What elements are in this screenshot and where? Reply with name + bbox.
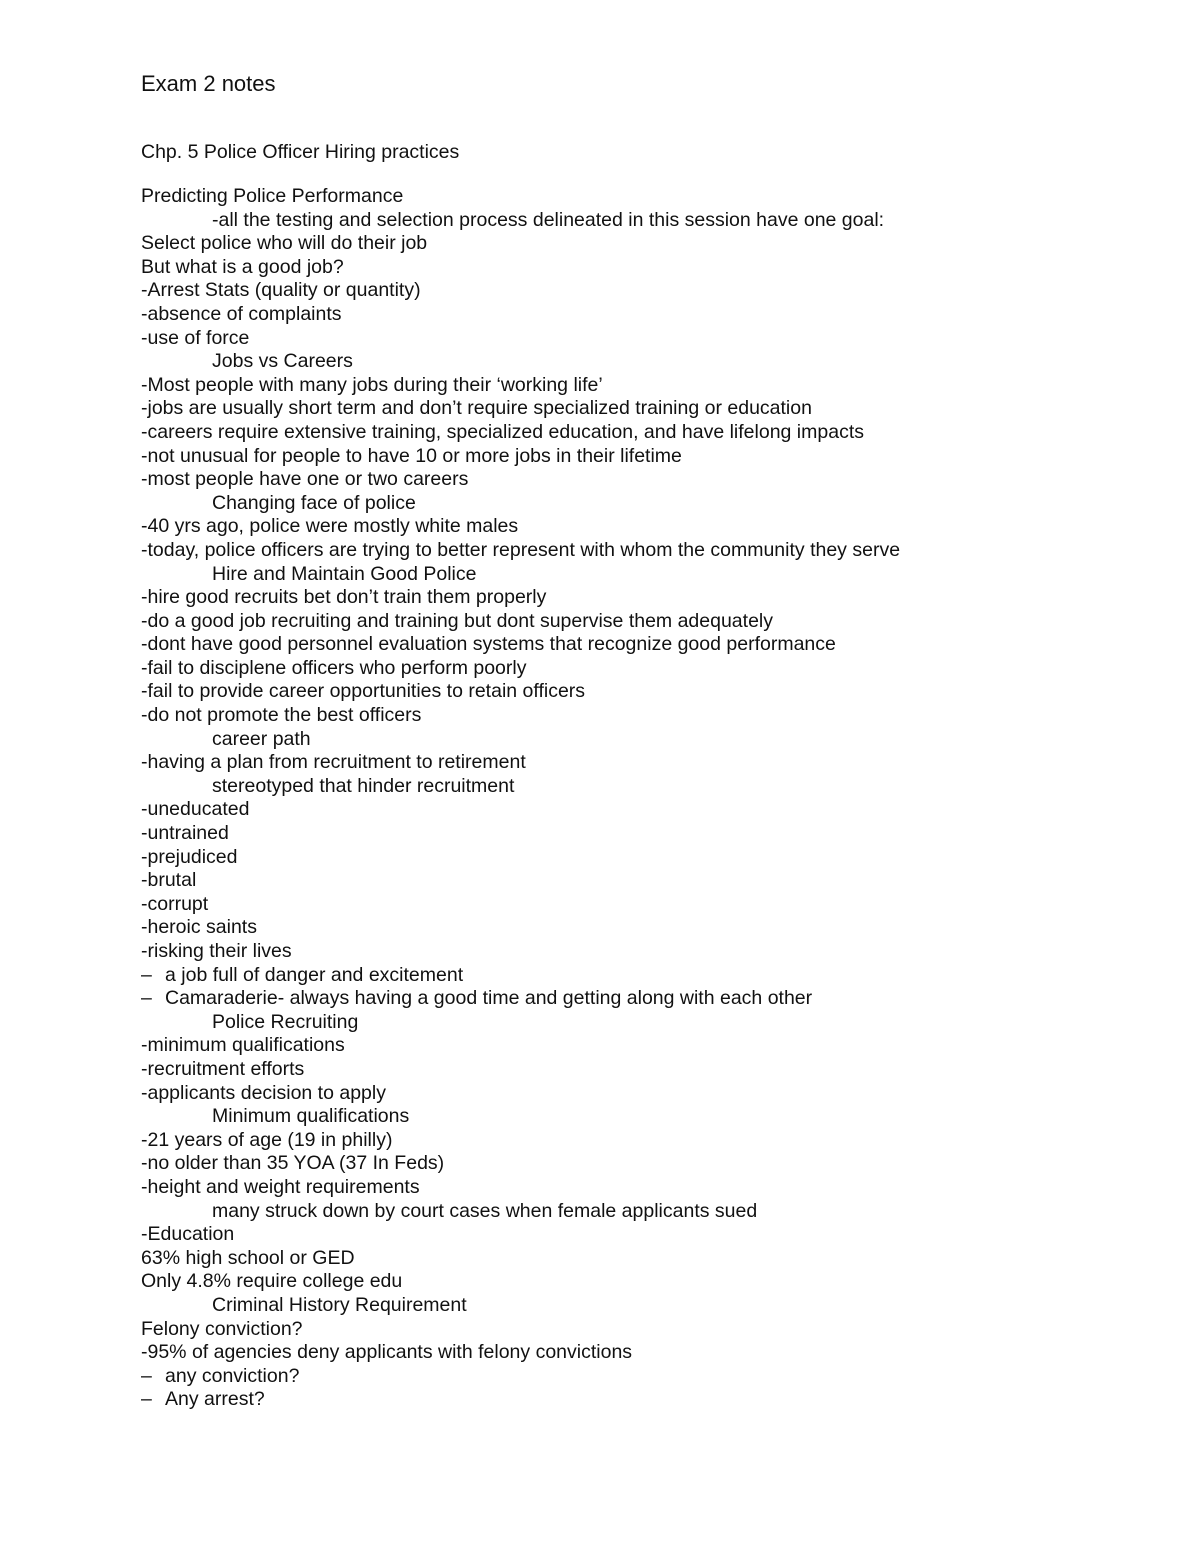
section-subheading: Jobs vs Careers <box>212 350 353 373</box>
note-line: -fail to disciplene officers who perform poorly <box>141 656 527 679</box>
note-line: -untrained <box>141 822 229 845</box>
note-line: -Education <box>141 1223 235 1246</box>
document-title: Exam 2 notes <box>141 71 276 96</box>
note-line: -brutal <box>141 869 197 892</box>
bullet-item: – Any arrest? <box>141 1388 1181 1412</box>
note-line: -uneducated <box>141 798 250 821</box>
note-line: Predicting Police Performance <box>141 185 404 207</box>
note-line: -jobs are usually short term and don’t require specialized training or education <box>141 397 812 420</box>
section-subheading: many struck down by court cases when female applicants sued <box>212 1199 758 1222</box>
note-line: -not unusual for people to have 10 or more jobs in their lifetime <box>141 444 682 467</box>
note-line: -21 years of age (19 in philly) <box>141 1128 393 1151</box>
note-line: -hire good recruits bet don’t train them properly <box>141 586 547 609</box>
bullet-item: – any conviction? <box>141 1365 1181 1389</box>
section-subheading: stereotyped that hinder recruitment <box>212 774 515 797</box>
bullet-item: – Camaraderie- always having a good time and getting along with each other <box>141 987 1181 1011</box>
note-line: -fail to provide career opportunities to retain officers <box>141 680 586 703</box>
note-line: -having a plan from recruitment to retirement <box>141 751 526 774</box>
section-subheading: career path <box>212 727 311 750</box>
note-line: -risking their lives <box>141 940 292 962</box>
note-line: 63% high school or GED <box>141 1246 355 1269</box>
note-line: -recruitment efforts <box>141 1057 305 1080</box>
note-line: -height and weight requirements <box>141 1175 420 1198</box>
note-line: -no older than 35 YOA (37 In Feds) <box>141 1152 445 1175</box>
notes-body <box>141 185 1181 1412</box>
section-subheading: Police Recruiting <box>212 1010 359 1033</box>
note-line: But what is a good job? <box>141 255 344 278</box>
note-line: -applicants decision to apply <box>141 1081 386 1104</box>
note-line: -Arrest Stats (quality or quantity) <box>141 279 421 302</box>
note-line: -do a good job recruiting and training but dont supervise them adequately <box>141 609 773 632</box>
note-line: -Most people with many jobs during their ‘working life’ <box>141 373 603 396</box>
note-line: -today, police officers are trying to better represent with whom the community they serve <box>141 538 901 561</box>
section-subheading: Hire and Maintain Good Police <box>212 562 477 585</box>
note-line: -use of force <box>141 326 250 349</box>
note-line: Felony conviction? <box>141 1317 303 1340</box>
note-line: -minimum qualifications <box>141 1034 345 1057</box>
note-line: -dont have good personnel evaluation systems that recognize good performance <box>141 633 836 656</box>
note-line: -corrupt <box>141 892 209 915</box>
note-line: -most people have one or two careers <box>141 468 469 491</box>
chapter-heading: Chp. 5 Police Officer Hiring practices <box>141 141 460 163</box>
note-line: -absence of complaints <box>141 302 342 325</box>
note-line: -95% of agencies deny applicants with felony convictions <box>141 1341 633 1364</box>
bullet-item: – a job full of danger and excitement <box>141 964 1181 988</box>
section-subheading: -all the testing and selection process delineated in this session have one goal: <box>212 208 885 231</box>
note-line: Select police who will do their job <box>141 232 428 255</box>
note-line: -40 yrs ago, police were mostly white males <box>141 515 519 538</box>
note-line: -careers require extensive training, specialized education, and have lifelong impacts <box>141 420 864 443</box>
section-subheading: Criminal History Requirement <box>212 1293 467 1316</box>
note-line: -do not promote the best officers <box>141 704 422 727</box>
note-line: Only 4.8% require college edu <box>141 1270 403 1293</box>
note-line: -prejudiced <box>141 845 238 868</box>
section-subheading: Minimum qualifications <box>212 1105 410 1128</box>
section-subheading: Changing face of police <box>212 491 416 514</box>
note-line: -heroic saints <box>141 916 257 939</box>
